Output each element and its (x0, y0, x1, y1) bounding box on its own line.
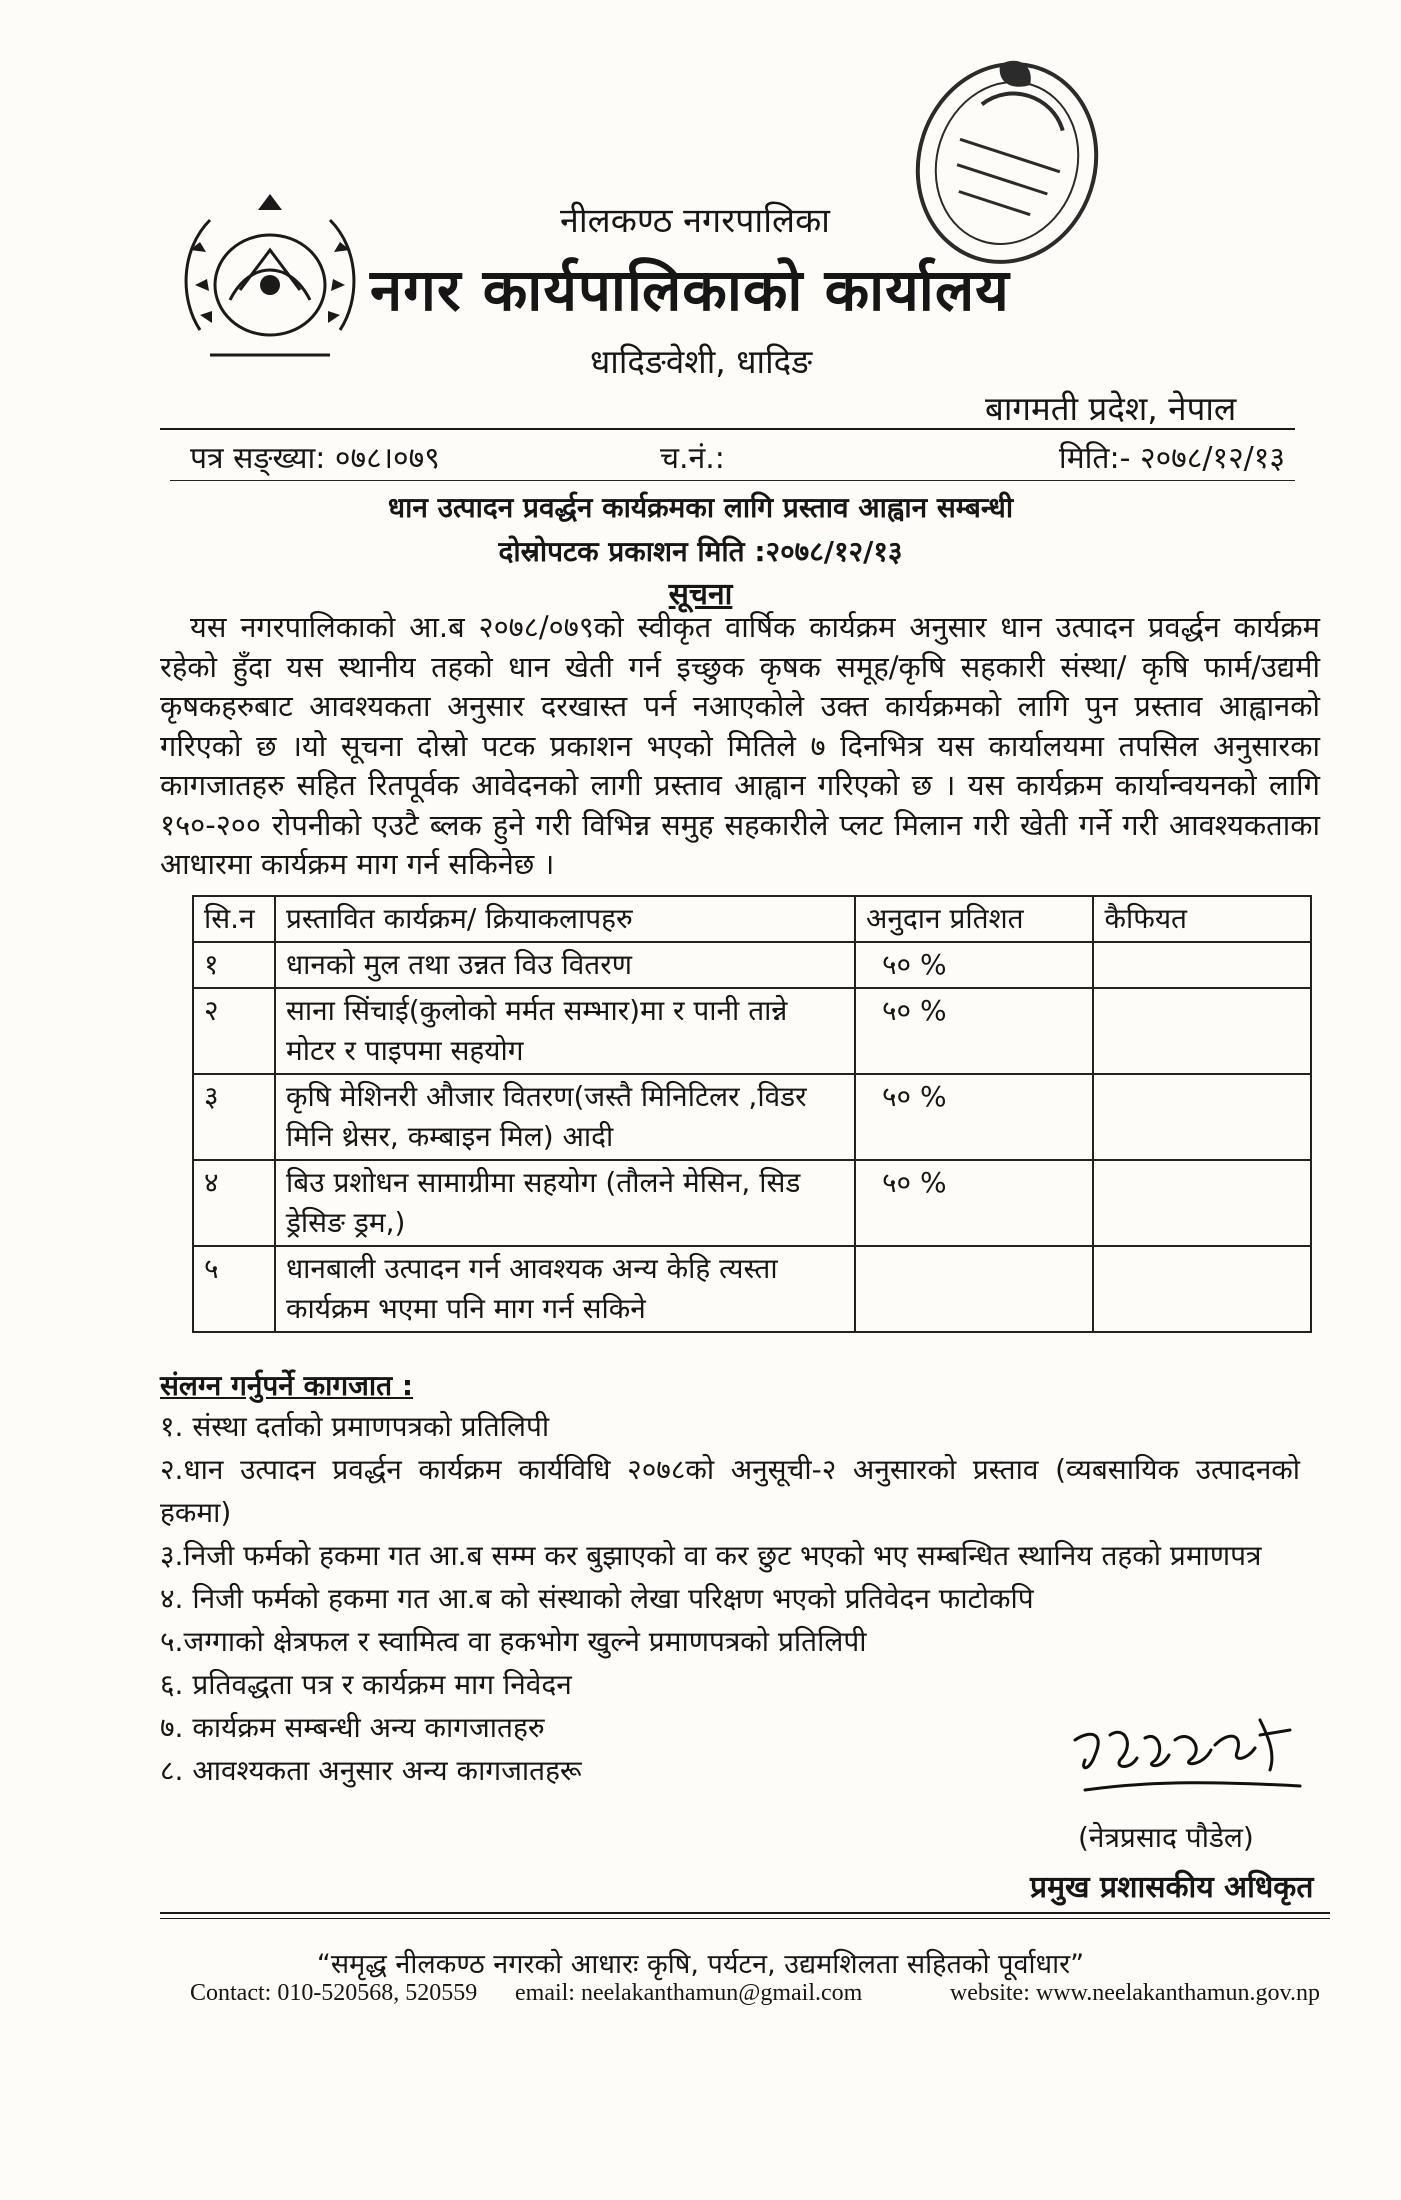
attachments-heading: संलग्न गर्नुपर्ने कागजात : (160, 1369, 414, 1402)
cell-sn: ३ (193, 1074, 275, 1160)
signer-name: (नेत्रप्रसाद पौडेल) (1078, 1821, 1254, 1854)
cell-sn: ४ (193, 1160, 275, 1246)
contact-email: email: neelakanthamun@gmail.com (515, 1980, 863, 2006)
dispatch-number: च.नं.: (660, 441, 725, 476)
program-table (192, 895, 1312, 1333)
list-item: ८. आवश्यकता अनुसार अन्य कागजातहरू (160, 1754, 582, 1787)
notice-title: धान उत्पादन प्रवर्द्धन कार्यक्रमका लागि प्रस्ताव आह्वान सम्बन्धी (387, 491, 1014, 524)
list-item: ४. निजी फर्मको हकमा गत आ.ब को संस्थाको लेखा परिक्षण भएको प्रतिवेदन फाटोकपि (160, 1582, 1034, 1615)
office-address: धादिङवेशी, धादिङ (590, 342, 813, 381)
cell-subsidy: ५० % (855, 1160, 1094, 1246)
cell-program: धानको मुल तथा उन्नत विउ वितरण (275, 942, 855, 988)
municipality-name: नीलकण्ठ नगरपालिका (560, 201, 830, 241)
cell-subsidy: ५० % (855, 988, 1094, 1074)
reference-number: पत्र सङ्ख्या: ०७८।०७९ (190, 441, 440, 476)
col-header-subsidy: अनुदान प्रतिशत (855, 896, 1094, 942)
header-divider (160, 428, 1295, 430)
nepal-emblem-icon (170, 190, 370, 380)
cell-program: बिउ प्रशोधन सामाग्रीमा सहयोग (तौलने मेसिन, सिड ड्रेसिङ ड्रम,) (275, 1160, 855, 1246)
cell-remarks (1093, 1074, 1311, 1160)
meta-divider (170, 480, 1295, 481)
list-item: ३.निजी फर्मको हकमा गत आ.ब सम्म कर बुझाएको वा कर छुट भएको भए सम्बन्धित स्थानिय तहको प्रमाणपत्र (160, 1539, 1262, 1572)
signer-title: प्रमुख प्रशासकीय अधिकृत (1030, 1870, 1314, 1905)
cell-sn: २ (193, 988, 275, 1074)
province-country: बागमती प्रदेश, नेपाल (985, 389, 1237, 428)
cell-subsidy: ५० % (855, 1074, 1094, 1160)
list-item: ७. कार्यक्रम सम्बन्धी अन्य कागजातहरु (160, 1711, 545, 1744)
handwritten-signature (1065, 1700, 1315, 1810)
notice-heading: सूचना (668, 577, 733, 612)
office-title: नगर कार्यपालिकाको कार्यालय (370, 256, 1010, 324)
cell-program: साना सिंचाई(कुलोको मर्मत सम्भार)मा र पानी तान्ने मोटर र पाइपमा सहयोग (275, 988, 855, 1074)
cell-subsidy: ५० % (855, 942, 1094, 988)
contact-phone: Contact: 010-520568, 520559 (190, 1980, 478, 2006)
list-item: ५.जग्गाको क्षेत्रफल र स्वामित्व वा हकभोग खुल्ने प्रमाणपत्रको प्रतिलिपी (160, 1625, 867, 1658)
table-row (193, 988, 1311, 1074)
letter-date: मिति:- २०७८/१२/१३ (1058, 441, 1285, 476)
footer-motto: “समृद्ध नीलकण्ठ नगरको आधारः कृषि, पर्यटन, उद्यमशिलता सहितको पूर्वाधार” (316, 1949, 1085, 1980)
official-stamp-icon (905, 45, 1110, 280)
cell-program: कृषि मेशिनरी औजार वितरण(जस्तै मिनिटिलर ,विडर मिनि थ्रेसर, कम्बाइन मिल) आदी (275, 1074, 855, 1160)
table-header-row (193, 896, 1311, 942)
cell-remarks (1093, 1160, 1311, 1246)
cell-sn: ५ (193, 1246, 275, 1332)
cell-sn: १ (193, 942, 275, 988)
list-item: २.धान उत्पादन प्रवर्द्धन कार्यक्रम कार्यविधि २०७८को अनुसूची-२ अनुसारको प्रस्ताव (व्यबसायिक उत्पादनको हकमा) (160, 1453, 1300, 1529)
col-header-remarks: कैफियत (1093, 896, 1311, 942)
list-item: १. संस्था दर्ताको प्रमाणपत्रको प्रतिलिपी (160, 1410, 550, 1443)
cell-remarks (1093, 988, 1311, 1074)
col-header-program: प्रस्तावित कार्यक्रम/ क्रियाकलापहरु (275, 896, 855, 942)
cell-remarks (1093, 942, 1311, 988)
list-item: ६. प्रतिवद्धता पत्र र कार्यक्रम माग निवेदन (160, 1668, 572, 1701)
cell-program: धानबाली उत्पादन गर्न आवश्यक अन्य केहि त्यस्ता कार्यक्रम भएमा पनि माग गर्न सकिने (275, 1246, 855, 1332)
cell-subsidy (855, 1246, 1094, 1332)
col-header-sn: सि.न (193, 896, 275, 942)
table-row (193, 1246, 1311, 1332)
notice-subtitle: दोस्रोपटक प्रकाशन मिति :२०७८/१२/१३ (498, 535, 903, 568)
table-row (193, 1074, 1311, 1160)
table-row (193, 942, 1311, 988)
footer-divider (160, 1912, 1330, 1914)
table-row (193, 1160, 1311, 1246)
notice-body: यस नगरपालिकाको आ.ब २०७८/०७९को स्वीकृत वार्षिक कार्यक्रम अनुसार धान उत्पादन प्रवर्द्धन कार्यक्रम रहेको हुँदा यस स्थानीय तहको धान खेती गर्न इच्छुक कृषक समूह/कृषि सहकारी संस्था/ कृषि फार्म/उद्यमी कृषकहरुबाट आवश्यकता अनुसार दरखास्त पर्न नआएकोले उक्त कार्यक्रमको लागि पुन प्रस्ताव आह्वानको गरिएको छ ।यो सूचना दोस्रो पटक प्रकाशन भएको मितिले ७ दिनभित्र यस कार्यालयमा तपसिल अनुसारका कागजातहरु सहित रितपूर्वक आवेदनको लागी प्रस्ताव आह्वान गरिएको छ । यस कार्यक्रम कार्यान्वयनको लागि १५०-२०० रोपनीको एउटै ब्लक हुने गरी विभिन्न समुह सहकारीले प्लट मिलान गरी खेती गर्ने गरी आवश्यकताका आधारमा कार्यक्रम माग गर्न सकिनेछ । (160, 610, 1320, 881)
contact-website: website: www.neelakanthamun.gov.np (949, 1980, 1320, 2006)
footer-divider-thin (160, 1918, 1330, 1919)
cell-remarks (1093, 1246, 1311, 1332)
